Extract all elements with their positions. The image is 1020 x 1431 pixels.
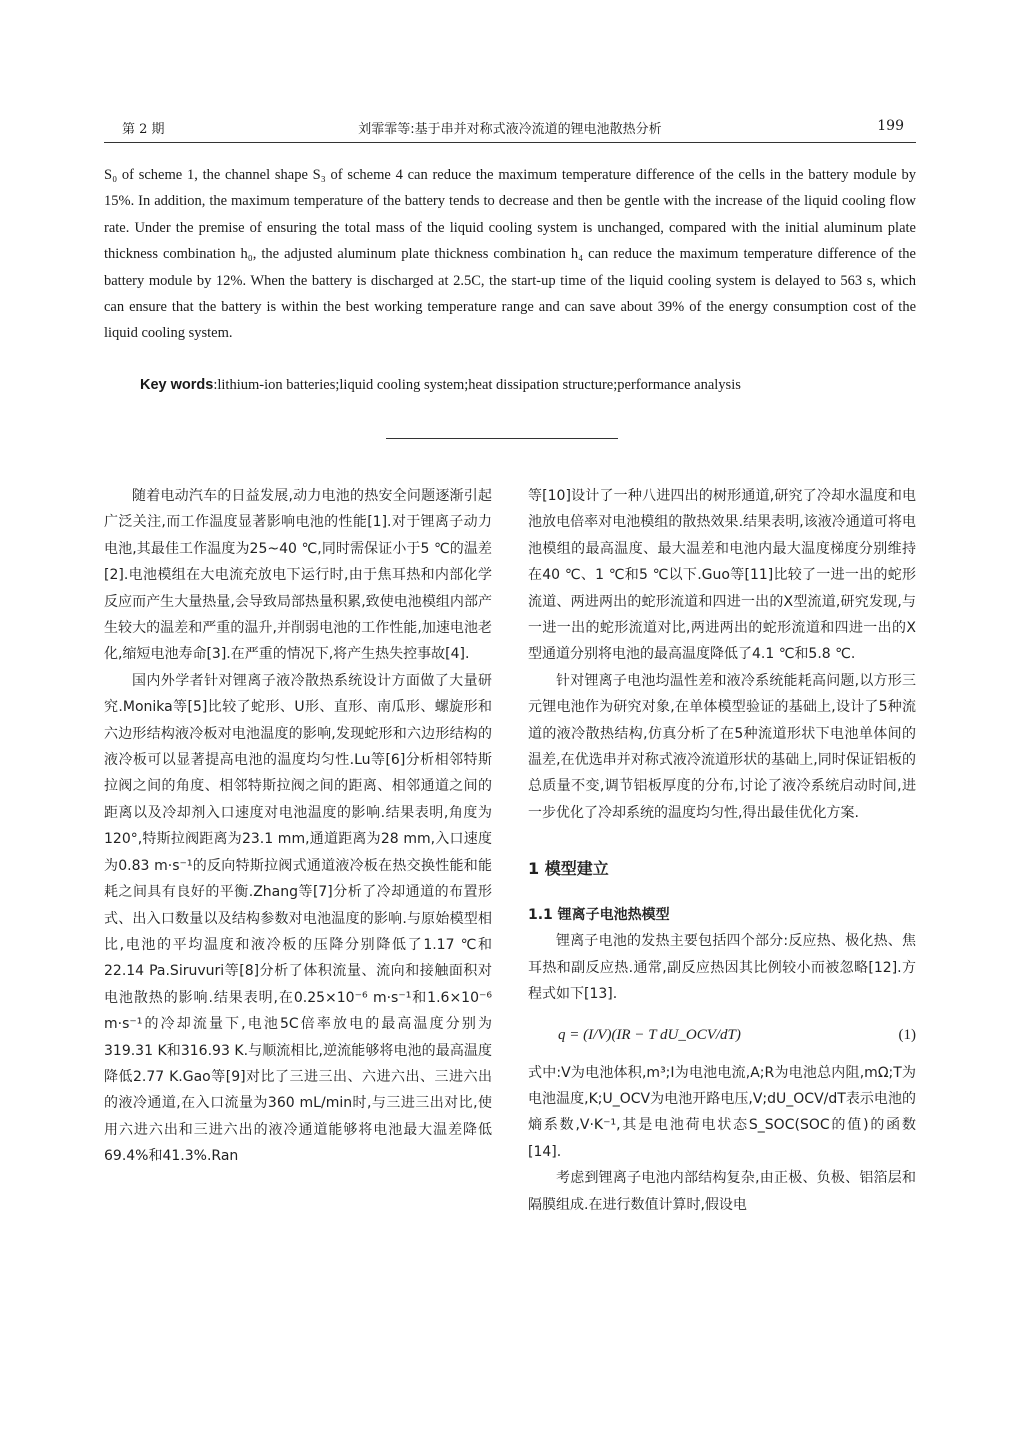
equation-number: (1) xyxy=(898,1026,916,1043)
page-number: 199 xyxy=(877,118,904,134)
subsection-heading: 1.1 锂离子电池热模型 xyxy=(528,907,670,924)
body-paragraph: 式中:V为电池体积,m³;I为电池电流,A;R为电池总内阻,mΩ;T为电池温度,K;U_OCV为电池开路电压,V;dU_OCV/dT表示电池的熵系数,V·K⁻¹,其是电池荷电状态S_SOC(SOC的值)的函数[14]. xyxy=(528,1064,916,1160)
section-divider xyxy=(386,438,618,439)
body-paragraph: 等[10]设计了一种八进四出的树形通道,研究了冷却水温度和电池放电倍率对电池模组的散热效果.结果表明,该液冷通道可将电池模组的最高温度、最大温差和电池内最大温度梯度分别维持在40 ℃、1 ℃和5 ℃以下.Guo等[11]比较了一进一出的蛇形流道、两进两出的蛇形流道和四进一出的X型流道,研究发现,与一进一出的蛇形流道对比,两进两出的蛇形流道和四进一出的X型通道分别将电池的最高温度降低了4.1 ℃和5.8 ℃. xyxy=(528,488,916,663)
running-header xyxy=(104,112,916,143)
body-paragraph: 国内外学者针对锂离子液冷散热系统设计方面做了大量研究.Monika等[5]比较了蛇形、U形、直形、南瓜形、螺旋形和六边形结构液冷板对电池温度的影响,发现蛇形和六边形结构的液冷板可以显著提高电池的温度均匀性.Lu等[6]分析相邻特斯拉阀之间的角度、相邻特斯拉阀之间的距离、相邻通道之间的距离以及冷却剂入口速度对电池温度的影响.结果表明,角度为120°,特斯拉阀距离为23.1 mm,通道距离为28 mm,入口速度为0.83 m·s⁻¹的反向特斯拉阀式通道液冷板在热交换性能和能耗之间具有良好的平衡.Zhang等[7]分析了冷却通道的布置形式、出入口数量以及结构参数对电池温度的影响.与原始模型相比,电池的平均温度和液冷板的压降分别降低了1.17 ℃和22.14 Pa.Siruvuri等[8]分析了体积流量、流向和接触面积对电池散热的影响.结果表明,在0.25×10⁻⁶ m·s⁻¹和1.6×10⁻⁶ m·s⁻¹的冷却流量下,电池5C倍率放电的最高温度分别为319.31 K和316.93 K.与顺流相比,逆流能够将电池的最高温度降低2.77 K.Gao等[9]对比了三进三出、六进六出、三进六出的液冷通道,在入口流量为360 mL/min时,与三进三出对比,使用六进六出和三进六出的液冷通道能够将电池最大温差降低69.4%和41.3%.Ran xyxy=(104,672,492,1165)
issue-number: 第 2 期 xyxy=(122,122,165,137)
keywords-label: Key words xyxy=(140,377,214,393)
equation-block xyxy=(528,1010,916,1056)
left-column xyxy=(104,483,492,1170)
abstract-text: S₀ of scheme 1, the channel shape S₃ of scheme 4 can reduce the maximum temperature difference of the cells in the battery module by 15%. In addition, the maximum temperature of the battery tends to decrease and then be gentle with the increase of the liquid cooling flow rate. Under the premise of ensuring the total mass of the liquid cooling system is unchanged, compared with the initial aluminum plate thickness combination h₀, the adjusted aluminum plate thickness combination h₄ can reduce the maximum temperature difference of the battery module by 12%. When the battery is discharged at 2.5C, the start-up time of the liquid cooling system is delayed to 563 s, which can ensure that the battery is within the best working temperature range and can save about 39% of the energy consumption cost of the liquid cooling system. xyxy=(104,167,916,342)
running-title: 刘霏霏等:基于串并对称式液冷流道的锂电池散热分析 xyxy=(358,122,662,137)
section-heading: 1 模型建立 xyxy=(528,859,609,879)
keywords-line xyxy=(140,372,916,398)
right-column xyxy=(528,483,916,1218)
keywords-list: :lithium-ion batteries;liquid cooling system;heat dissipation structure;performance analysis xyxy=(213,377,741,393)
body-paragraph: 锂离子电池的发热主要包括四个部分:反应热、极化热、焦耳热和副反应热.通常,副反应热因其比例较小而被忽略[12].方程式如下[13]. xyxy=(528,933,916,1003)
body-paragraph: 随着电动汽车的日益发展,动力电池的热安全问题逐渐引起广泛关注,而工作温度显著影响电池的性能[1].对于锂离子动力电池,其最佳工作温度为25~40 ℃,同时需保证小于5 ℃的温差[2].电池模组在大电流充放电下运行时,由于焦耳热和内部化学反应而产生大量热量,会导致局部热量积累,致使电池模组内部产生较大的温差和严重的温升,并削弱电池的工作性能,加速电池老化,缩短电池寿命[3].在严重的情况下,将产生热失控事故[4]. xyxy=(104,488,492,663)
equation-formula: q = (I/V)(IR − T dU_OCV/dT) xyxy=(558,1026,741,1043)
body-paragraph: 针对锂离子电池均温性差和液冷系统能耗高问题,以方形三元锂电池作为研究对象,在单体模型验证的基础上,设计了5种流道的液冷散热结构,仿真分析了在5种流道形状下电池单体间的温差,在优选串并对称式液冷流道形状的基础上,同时保证铝板的总质量不变,调节铝板厚度的分布,讨论了液冷系统启动时间,进一步优化了冷却系统的温度均匀性,得出最佳优化方案. xyxy=(528,672,916,821)
body-paragraph: 考虑到锂离子电池内部结构复杂,由正极、负极、铝箔层和隔膜组成.在进行数值计算时,假设电 xyxy=(528,1170,916,1213)
